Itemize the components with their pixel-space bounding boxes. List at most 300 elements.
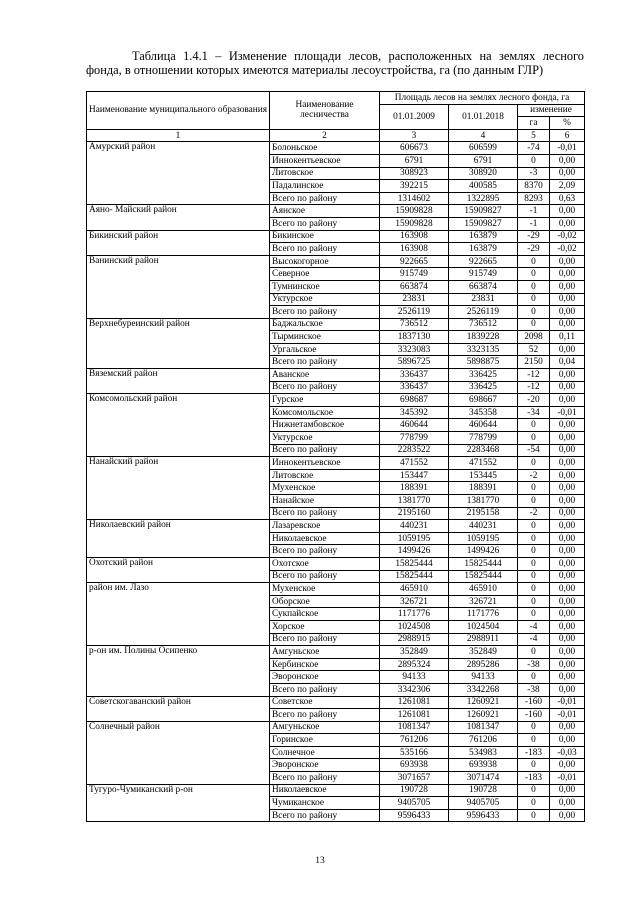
area-2018: 2526119 (449, 306, 518, 319)
area-2009: 693938 (380, 759, 449, 772)
change-pct: -0,01 (550, 772, 585, 785)
change-pct: 0,00 (550, 482, 585, 495)
forestry-name: Горинское (270, 734, 380, 747)
area-2018: 163879 (449, 230, 518, 243)
change-ha: 0 (518, 432, 550, 445)
forestry-name: Северное (270, 268, 380, 281)
area-2018: 471552 (449, 457, 518, 470)
change-ha: -4 (518, 620, 550, 633)
area-2018: 606599 (449, 142, 518, 155)
area-2018: 1171776 (449, 608, 518, 621)
change-ha: -12 (518, 369, 550, 382)
forestry-name: Чумиканское (270, 797, 380, 810)
column-number: 5 (518, 129, 550, 142)
area-2018: 308920 (449, 167, 518, 180)
change-ha: -38 (518, 683, 550, 696)
area-2009: 440231 (380, 520, 449, 533)
table-row (87, 721, 585, 734)
change-ha: 0 (518, 671, 550, 684)
area-2018: 663874 (449, 280, 518, 293)
area-2009: 6791 (380, 154, 449, 167)
area-2018: 9405705 (449, 797, 518, 810)
forestry-name: Ургальское (270, 343, 380, 356)
area-2018: 15909827 (449, 205, 518, 218)
area-2018: 6791 (449, 154, 518, 167)
district-name: Аяно- Майский район (87, 205, 270, 230)
forestry-name: Аванское (270, 369, 380, 382)
change-pct: 0,00 (550, 444, 585, 457)
forestry-name: Иннокентьевское (270, 457, 380, 470)
area-2009: 326721 (380, 595, 449, 608)
area-2018: 15825444 (449, 557, 518, 570)
change-pct: 0,00 (550, 784, 585, 797)
area-2009: 3342306 (380, 683, 449, 696)
district-name: Амурский район (87, 142, 270, 205)
header-date-2018: 01.01.2018 (449, 104, 518, 129)
change-ha: -12 (518, 381, 550, 394)
area-2018: 1381770 (449, 495, 518, 508)
change-ha: 0 (518, 734, 550, 747)
area-2009: 471552 (380, 457, 449, 470)
change-pct: -0,02 (550, 243, 585, 256)
table-row (87, 457, 585, 470)
table-header (87, 92, 585, 142)
area-2018: 465910 (449, 583, 518, 596)
change-pct: 0,04 (550, 356, 585, 369)
change-ha: 0 (518, 293, 550, 306)
forestry-name: Всего по району (270, 507, 380, 520)
area-2009: 15825444 (380, 570, 449, 583)
forestry-name: Всего по району (270, 243, 380, 256)
area-2009: 3323083 (380, 343, 449, 356)
area-2018: 3323135 (449, 343, 518, 356)
area-2018: 1059195 (449, 532, 518, 545)
header-area-group: Площадь лесов на землях лесного фонда, га (380, 92, 585, 105)
area-2009: 1059195 (380, 532, 449, 545)
district-name: Вяземский район (87, 369, 270, 394)
change-ha: 0 (518, 557, 550, 570)
change-ha: -74 (518, 142, 550, 155)
area-2018: 352849 (449, 646, 518, 659)
table-row (87, 230, 585, 243)
area-2018: 1260921 (449, 709, 518, 722)
district-name: Охотский район (87, 557, 270, 582)
forestry-name: Всего по району (270, 217, 380, 230)
change-ha: 0 (518, 457, 550, 470)
change-pct: 0,00 (550, 457, 585, 470)
district-name: Советскогаванский район (87, 696, 270, 721)
forestry-name: Нижнетамбовское (270, 419, 380, 432)
forestry-name: Гурское (270, 394, 380, 407)
area-2009: 163908 (380, 230, 449, 243)
table-row (87, 557, 585, 570)
forestry-name: Амгуньское (270, 646, 380, 659)
area-2009: 2195160 (380, 507, 449, 520)
area-2018: 1024504 (449, 620, 518, 633)
change-ha: -29 (518, 230, 550, 243)
forestry-name: Высокогорное (270, 255, 380, 268)
area-2009: 15909828 (380, 217, 449, 230)
change-ha: 0 (518, 545, 550, 558)
forest-area-table (86, 91, 585, 822)
change-pct: 0,00 (550, 633, 585, 646)
table-row (87, 583, 585, 596)
forestry-name: Всего по району (270, 570, 380, 583)
forestry-name: Николаевское (270, 784, 380, 797)
table-row (87, 369, 585, 382)
change-ha: -2 (518, 469, 550, 482)
change-ha: -20 (518, 394, 550, 407)
caption-line-1: Таблица 1.4.1 – Изменение площади лесов, расположенных на землях лесного (132, 49, 584, 63)
change-pct: 0,63 (550, 192, 585, 205)
area-2018: 15909827 (449, 217, 518, 230)
change-pct: -0,01 (550, 406, 585, 419)
area-2018: 3342268 (449, 683, 518, 696)
forestry-name: Литовское (270, 167, 380, 180)
change-pct: 0,00 (550, 557, 585, 570)
forestry-name: Нанайское (270, 495, 380, 508)
change-ha: 0 (518, 646, 550, 659)
area-2009: 465910 (380, 583, 449, 596)
header-municipal: Наименование муниципального образования (87, 92, 270, 130)
area-2018: 778799 (449, 432, 518, 445)
forestry-name: Всего по району (270, 772, 380, 785)
area-2009: 153447 (380, 469, 449, 482)
area-2009: 190728 (380, 784, 449, 797)
change-ha: 52 (518, 343, 550, 356)
change-ha: 2098 (518, 331, 550, 344)
change-pct: 0,00 (550, 369, 585, 382)
forestry-name: Литовское (270, 469, 380, 482)
change-ha: -160 (518, 709, 550, 722)
forestry-name: Всего по району (270, 809, 380, 822)
change-pct: 0,00 (550, 217, 585, 230)
table-row (87, 520, 585, 533)
forestry-name: Болоньское (270, 142, 380, 155)
area-2009: 15909828 (380, 205, 449, 218)
change-pct: 0,00 (550, 532, 585, 545)
area-2009: 663874 (380, 280, 449, 293)
area-2018: 534983 (449, 746, 518, 759)
table-row (87, 205, 585, 218)
area-2009: 188391 (380, 482, 449, 495)
area-2018: 326721 (449, 595, 518, 608)
change-pct: 0,00 (550, 734, 585, 747)
table-row (87, 394, 585, 407)
area-2009: 778799 (380, 432, 449, 445)
column-number-row (87, 129, 585, 142)
area-2009: 9405705 (380, 797, 449, 810)
change-pct: 0,00 (550, 343, 585, 356)
area-2009: 1024508 (380, 620, 449, 633)
change-ha: 0 (518, 419, 550, 432)
change-pct: 0,00 (550, 293, 585, 306)
change-pct: -0,02 (550, 230, 585, 243)
change-ha: -2 (518, 507, 550, 520)
change-ha: -1 (518, 205, 550, 218)
area-2009: 308923 (380, 167, 449, 180)
forestry-name: Всего по району (270, 545, 380, 558)
area-2018: 693938 (449, 759, 518, 772)
area-2018: 1322895 (449, 192, 518, 205)
area-2018: 345358 (449, 406, 518, 419)
change-pct: 0,00 (550, 620, 585, 633)
area-2018: 1839228 (449, 331, 518, 344)
header-forestry: Наименование лесничества (270, 92, 380, 130)
change-ha: 0 (518, 595, 550, 608)
area-2018: 2283468 (449, 444, 518, 457)
forestry-name: Советское (270, 696, 380, 709)
area-2018: 94133 (449, 671, 518, 684)
change-ha: 0 (518, 759, 550, 772)
area-2018: 736512 (449, 318, 518, 331)
table-body (87, 142, 585, 822)
column-number: 3 (380, 129, 449, 142)
forestry-name: Мухенское (270, 482, 380, 495)
change-pct: 0,00 (550, 495, 585, 508)
change-pct: 2,09 (550, 180, 585, 193)
change-ha: 0 (518, 797, 550, 810)
area-2018: 915749 (449, 268, 518, 281)
forestry-name: Баджальское (270, 318, 380, 331)
area-2009: 1261081 (380, 696, 449, 709)
change-ha: 0 (518, 608, 550, 621)
change-ha: -183 (518, 772, 550, 785)
area-2018: 15825444 (449, 570, 518, 583)
area-2018: 1260921 (449, 696, 518, 709)
area-2018: 336425 (449, 369, 518, 382)
change-pct: 0,00 (550, 595, 585, 608)
change-pct: -0,01 (550, 709, 585, 722)
area-2009: 922665 (380, 255, 449, 268)
forestry-name: Лазаревское (270, 520, 380, 533)
area-2009: 915749 (380, 268, 449, 281)
change-pct: 0,00 (550, 759, 585, 772)
table-row (87, 646, 585, 659)
area-2018: 163879 (449, 243, 518, 256)
change-ha: 0 (518, 784, 550, 797)
forestry-name: Комсомольское (270, 406, 380, 419)
area-2009: 1081347 (380, 721, 449, 734)
change-pct: 0,00 (550, 608, 585, 621)
forestry-name: Уктурское (270, 293, 380, 306)
district-name: Комсомольский район (87, 394, 270, 457)
change-ha: -29 (518, 243, 550, 256)
column-number: 2 (270, 129, 380, 142)
area-2018: 1499426 (449, 545, 518, 558)
forestry-name: Тырминское (270, 331, 380, 344)
change-pct: 0,00 (550, 520, 585, 533)
change-pct: 0,00 (550, 658, 585, 671)
change-ha: 2150 (518, 356, 550, 369)
forestry-name: Всего по району (270, 444, 380, 457)
caption-line-2: фонда, в отношении которых имеются материалы лесоустройства, га (по данным ГЛР) (86, 63, 544, 77)
area-2009: 352849 (380, 646, 449, 659)
forestry-name: Николаевское (270, 532, 380, 545)
area-2009: 9596433 (380, 809, 449, 822)
change-ha: 0 (518, 268, 550, 281)
district-name: Ванинский район (87, 255, 270, 318)
change-pct: 0,11 (550, 331, 585, 344)
change-ha: 0 (518, 318, 550, 331)
area-2009: 2526119 (380, 306, 449, 319)
forestry-name: Эворонское (270, 671, 380, 684)
area-2009: 460644 (380, 419, 449, 432)
area-2009: 535166 (380, 746, 449, 759)
forestry-name: Всего по району (270, 633, 380, 646)
forestry-name: Сукпайское (270, 608, 380, 621)
forestry-name: Оборское (270, 595, 380, 608)
area-2018: 922665 (449, 255, 518, 268)
change-pct: 0,00 (550, 545, 585, 558)
change-pct: 0,00 (550, 683, 585, 696)
change-ha: 0 (518, 306, 550, 319)
table-row (87, 784, 585, 797)
forestry-name: Всего по району (270, 306, 380, 319)
area-2018: 3071474 (449, 772, 518, 785)
forestry-name: Всего по району (270, 709, 380, 722)
area-2018: 9596433 (449, 809, 518, 822)
area-2018: 5898875 (449, 356, 518, 369)
area-2018: 188391 (449, 482, 518, 495)
area-2018: 2895286 (449, 658, 518, 671)
area-2009: 698687 (380, 394, 449, 407)
forestry-name: Тумнинское (270, 280, 380, 293)
area-2018: 336425 (449, 381, 518, 394)
area-2009: 761206 (380, 734, 449, 747)
forestry-name: Охотское (270, 557, 380, 570)
change-pct: 0,00 (550, 381, 585, 394)
change-ha: -160 (518, 696, 550, 709)
forestry-name: Амгуньское (270, 721, 380, 734)
table-row (87, 142, 585, 155)
area-2009: 23831 (380, 293, 449, 306)
area-2018: 190728 (449, 784, 518, 797)
area-2009: 1381770 (380, 495, 449, 508)
area-2009: 1314602 (380, 192, 449, 205)
change-pct: 0,00 (550, 583, 585, 596)
area-2018: 698667 (449, 394, 518, 407)
district-name: Верхнебуреинский район (87, 318, 270, 368)
header-change: изменение (518, 104, 585, 117)
area-2009: 336437 (380, 381, 449, 394)
change-pct: 0,00 (550, 671, 585, 684)
forestry-name: Эворонское (270, 759, 380, 772)
area-2018: 153445 (449, 469, 518, 482)
area-2009: 392215 (380, 180, 449, 193)
forestry-name: Бикинское (270, 230, 380, 243)
change-ha: -4 (518, 633, 550, 646)
change-ha: 0 (518, 809, 550, 822)
forestry-name: Мухенское (270, 583, 380, 596)
forestry-name: Кербинское (270, 658, 380, 671)
area-2009: 1499426 (380, 545, 449, 558)
district-name: Тугуро-Чумиканский р-он (87, 784, 270, 822)
change-ha: 8370 (518, 180, 550, 193)
change-pct: 0,00 (550, 809, 585, 822)
area-2009: 3071657 (380, 772, 449, 785)
change-pct: -0,01 (550, 696, 585, 709)
change-pct: 0,00 (550, 507, 585, 520)
area-2009: 1171776 (380, 608, 449, 621)
change-pct: 0,00 (550, 167, 585, 180)
area-2018: 440231 (449, 520, 518, 533)
area-2009: 15825444 (380, 557, 449, 570)
column-number: 4 (449, 129, 518, 142)
change-ha: 0 (518, 280, 550, 293)
change-pct: 0,00 (550, 205, 585, 218)
change-ha: 0 (518, 255, 550, 268)
area-2009: 94133 (380, 671, 449, 684)
area-2009: 2988915 (380, 633, 449, 646)
area-2009: 163908 (380, 243, 449, 256)
forestry-name: Аянское (270, 205, 380, 218)
change-ha: -3 (518, 167, 550, 180)
header-date-2009: 01.01.2009 (380, 104, 449, 129)
district-name: Бикинский район (87, 230, 270, 255)
area-2018: 400585 (449, 180, 518, 193)
change-pct: 0,00 (550, 419, 585, 432)
change-ha: -1 (518, 217, 550, 230)
change-ha: 0 (518, 520, 550, 533)
district-name: р-он им. Полины Осипенко (87, 646, 270, 696)
column-number: 1 (87, 129, 270, 142)
change-pct: 0,00 (550, 432, 585, 445)
forestry-name: Всего по району (270, 381, 380, 394)
district-name: Николаевский район (87, 520, 270, 558)
change-pct: 0,00 (550, 469, 585, 482)
area-2009: 736512 (380, 318, 449, 331)
change-pct: 0,00 (550, 721, 585, 734)
forestry-name: Хорское (270, 620, 380, 633)
change-pct: 0,00 (550, 154, 585, 167)
district-name: Нанайский район (87, 457, 270, 520)
area-2009: 5896725 (380, 356, 449, 369)
district-name: район им. Лазо (87, 583, 270, 646)
change-pct: 0,00 (550, 306, 585, 319)
change-ha: 0 (518, 570, 550, 583)
table-row (87, 696, 585, 709)
change-ha: 0 (518, 495, 550, 508)
change-pct: 0,00 (550, 797, 585, 810)
change-ha: 0 (518, 721, 550, 734)
change-pct: 0,00 (550, 570, 585, 583)
area-2018: 761206 (449, 734, 518, 747)
area-2009: 336437 (380, 369, 449, 382)
change-ha: -54 (518, 444, 550, 457)
forestry-name: Всего по району (270, 192, 380, 205)
change-pct: 0,00 (550, 268, 585, 281)
area-2009: 345392 (380, 406, 449, 419)
change-ha: -34 (518, 406, 550, 419)
change-ha: 0 (518, 583, 550, 596)
change-pct: 0,00 (550, 394, 585, 407)
table-caption (86, 49, 584, 77)
change-pct: -0,03 (550, 746, 585, 759)
forestry-name: Солнечное (270, 746, 380, 759)
change-ha: 0 (518, 532, 550, 545)
change-pct: 0,00 (550, 255, 585, 268)
forestry-name: Уктурское (270, 432, 380, 445)
change-ha: 0 (518, 482, 550, 495)
table-row (87, 255, 585, 268)
area-2009: 1837130 (380, 331, 449, 344)
header-ha: га (518, 117, 550, 130)
column-number: 6 (550, 129, 585, 142)
area-2018: 2195158 (449, 507, 518, 520)
change-ha: 8293 (518, 192, 550, 205)
page-number: 13 (315, 856, 325, 866)
